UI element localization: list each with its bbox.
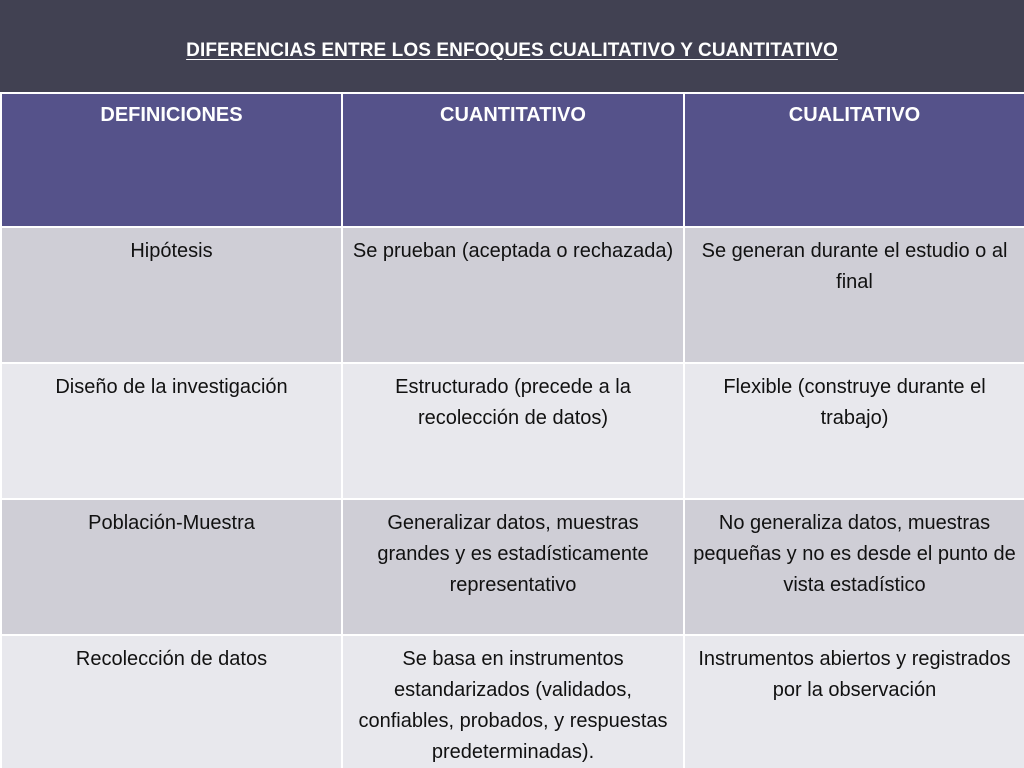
header-definiciones: DEFINICIONES xyxy=(1,93,342,227)
comparison-table xyxy=(0,92,1024,768)
table-row xyxy=(1,363,1024,499)
cell-cuantitativo: Se prueban (aceptada o rechazada) xyxy=(342,227,684,363)
cell-cualitativo: No generaliza datos, muestras pequeñas y no es desde el punto de vista estadístico xyxy=(684,499,1024,635)
cell-cualitativo: Flexible (construye durante el trabajo) xyxy=(684,363,1024,499)
cell-cualitativo: Instrumentos abiertos y registrados por la observación xyxy=(684,635,1024,768)
header-cuantitativo: CUANTITATIVO xyxy=(342,93,684,227)
table-row xyxy=(1,227,1024,363)
row-label-diseno: Diseño de la investigación xyxy=(1,363,342,499)
cell-cuantitativo: Se basa en instrumentos estandarizados (validados, confiables, probados, y respuestas predeterminadas). xyxy=(342,635,684,768)
table-row xyxy=(1,499,1024,635)
title-bar xyxy=(0,0,1024,92)
table-header-row xyxy=(1,93,1024,227)
row-label-poblacion-muestra: Población-Muestra xyxy=(1,499,342,635)
cell-cuantitativo: Estructurado (precede a la recolección de datos) xyxy=(342,363,684,499)
table-row xyxy=(1,635,1024,768)
row-label-hipotesis: Hipótesis xyxy=(1,227,342,363)
cell-cualitativo: Se generan durante el estudio o al final xyxy=(684,227,1024,363)
cell-cuantitativo: Generalizar datos, muestras grandes y es estadísticamente representativo xyxy=(342,499,684,635)
header-cualitativo: CUALITATIVO xyxy=(684,93,1024,227)
slide-title: DIFERENCIAS ENTRE LOS ENFOQUES CUALITATIVO Y CUANTITATIVO xyxy=(186,40,838,61)
row-label-recoleccion: Recolección de datos xyxy=(1,635,342,768)
